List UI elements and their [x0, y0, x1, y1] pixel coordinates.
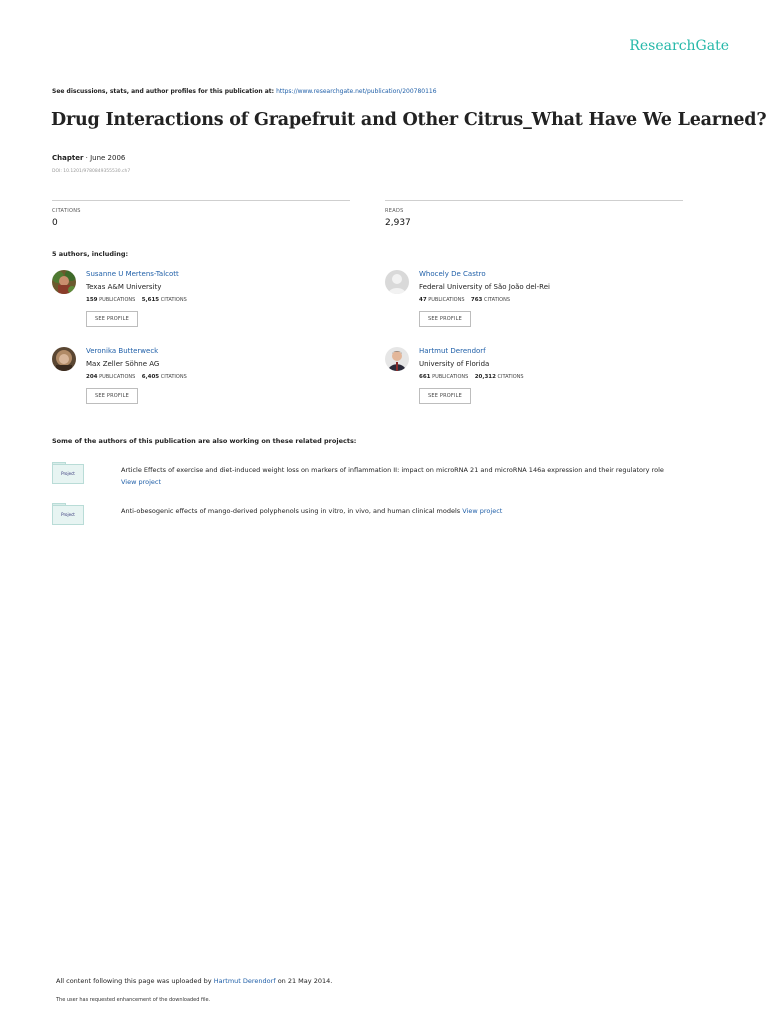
- author-name-link[interactable]: Whocely De Castro: [419, 270, 486, 278]
- author-name-link[interactable]: Susanne U Mertens-Talcott: [86, 270, 179, 278]
- citations-count: 5,615: [141, 297, 160, 303]
- see-discussions-line: [52, 88, 437, 95]
- citations-label: CITATIONS: [52, 208, 81, 214]
- publication-date: · June 2006: [83, 154, 126, 162]
- citations-label: CITATIONS: [497, 374, 524, 380]
- author-institution: Texas A&M University: [86, 283, 162, 291]
- reads-stat: [385, 200, 683, 228]
- see-discussions-text: See discussions, stats, and author profiles for this publication at:: [52, 88, 275, 95]
- uploaded-suffix: on 21 May 2014.: [277, 977, 333, 985]
- see-profile-button[interactable]: SEE PROFILE: [86, 388, 138, 404]
- see-profile-button[interactable]: SEE PROFILE: [86, 311, 138, 327]
- project-icon-label: Project: [61, 512, 75, 517]
- author-metrics: [419, 297, 550, 303]
- see-profile-button[interactable]: SEE PROFILE: [419, 311, 471, 327]
- publications-label: PUBLICATIONS: [99, 297, 136, 303]
- uploaded-by-line: [56, 977, 332, 985]
- citations-label: CITATIONS: [160, 297, 187, 303]
- project-description: Article Effects of exercise and diet-induced weight loss on markers of inflammation II: impact on microRNA 21 and microRNA 146a expression and their regulatory role: [121, 466, 664, 474]
- avatar[interactable]: [385, 270, 409, 294]
- project-icon-label: Project: [61, 471, 75, 476]
- publications-label: PUBLICATIONS: [432, 374, 469, 380]
- enhancement-note: The user has requested enhancement of the downloaded file.: [56, 997, 211, 1003]
- citations-count: 763: [470, 297, 483, 303]
- author-name-link[interactable]: Veronika Butterweck: [86, 347, 159, 355]
- project-description: Anti-obesogenic effects of mango-derived polyphenols using in vitro, in vivo, and human clinical models: [121, 507, 461, 515]
- view-project-link[interactable]: View project: [121, 478, 162, 486]
- author-metrics: [419, 374, 524, 380]
- view-project-link[interactable]: View project: [462, 507, 503, 515]
- publication-url-link[interactable]: https://www.researchgate.net/publication/200780116: [276, 88, 437, 95]
- project-text: [121, 505, 502, 517]
- related-projects-heading: Some of the authors of this publication are also working on these related projects:: [52, 437, 357, 445]
- author-metrics: [86, 297, 187, 303]
- citations-stat: [52, 200, 350, 228]
- publications-count: 661: [419, 374, 431, 380]
- avatar[interactable]: [385, 347, 409, 371]
- author-institution: Max Zeller Söhne AG: [86, 360, 160, 368]
- author-institution: University of Florida: [419, 360, 490, 368]
- avatar[interactable]: [52, 347, 76, 371]
- citations-label: CITATIONS: [160, 374, 187, 380]
- citations-count: 6,405: [141, 374, 160, 380]
- publications-label: PUBLICATIONS: [428, 297, 465, 303]
- citations-count: 20,312: [474, 374, 496, 380]
- publication-doi: DOI: 10.1201/9780849355530.ch7: [52, 169, 131, 174]
- uploaded-prefix: All content following this page was uploaded by: [56, 977, 212, 985]
- publication-title: Drug Interactions of Grapefruit and Other Citrus_What Have We Learned?: [51, 110, 767, 130]
- author-name-link[interactable]: Hartmut Derendorf: [419, 347, 486, 355]
- publications-count: 204: [86, 374, 98, 380]
- authors-heading: 5 authors, including:: [52, 250, 129, 258]
- project-folder-icon[interactable]: [52, 503, 84, 525]
- author-institution: Federal University of São João del-Rei: [419, 283, 550, 291]
- project-folder-icon[interactable]: [52, 462, 84, 484]
- reads-value: 2,937: [385, 218, 411, 228]
- author-metrics: [86, 374, 187, 380]
- avatar[interactable]: [52, 270, 76, 294]
- researchgate-logo[interactable]: ResearchGate: [629, 38, 729, 54]
- project-text: [121, 464, 664, 488]
- citations-label: CITATIONS: [483, 297, 511, 303]
- publication-type: Chapter: [52, 154, 84, 162]
- publication-meta: [52, 154, 125, 162]
- publications-count: 159: [86, 297, 98, 303]
- publications-label: PUBLICATIONS: [99, 374, 136, 380]
- reads-label: READS: [385, 208, 404, 214]
- see-profile-button[interactable]: SEE PROFILE: [419, 388, 471, 404]
- uploader-link[interactable]: Hartmut Derendorf: [213, 977, 276, 985]
- citations-value: 0: [52, 218, 58, 228]
- publications-count: 47: [419, 297, 427, 303]
